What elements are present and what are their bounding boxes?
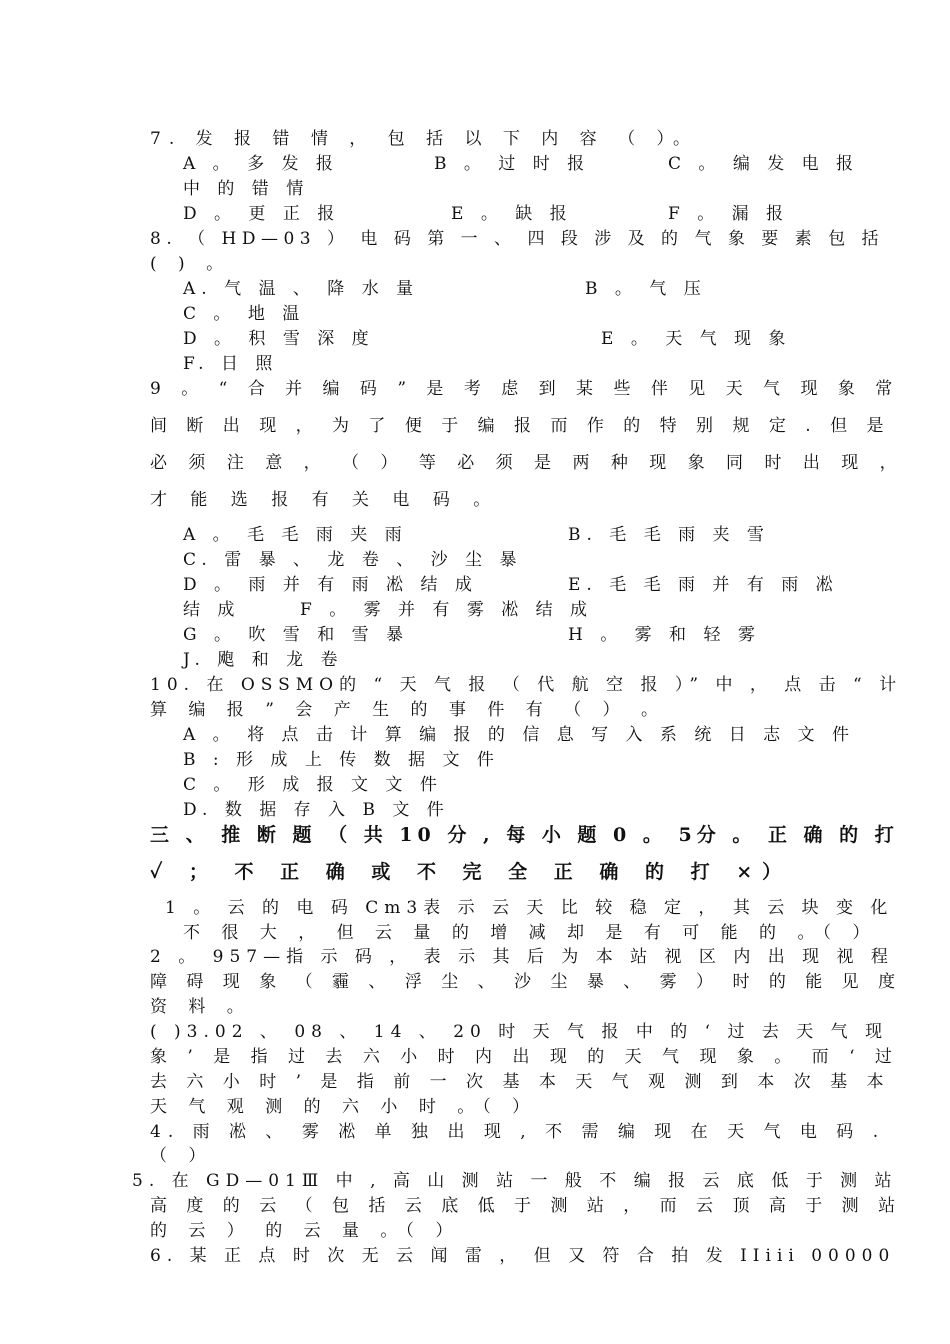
tf-item-2-line3: 资 料 。 [150,997,252,1017]
q9-option-e-cont: 结 成 [183,600,241,620]
tf-item-5-line3: 的 云 ） 的 云 量 。（ ） [150,1221,461,1241]
q7-option-e: E 。 缺 报 [451,204,573,224]
q8-option-a: A. 气 温 、 降 水 量 [183,279,420,299]
section3-heading-line1: 三 、 推 断 题 （ 共 10 分 , 每 小 题 0 。 5分 。 正 确 的 打 [150,824,899,846]
q10-option-b: B : 形 成 上 传 数 据 文 件 [183,750,500,770]
q8-option-f: F. 日 照 [183,354,279,374]
tf-item-4-line2: （ ） [150,1146,214,1166]
q9-option-a: A 。 毛 毛 雨 夹 雨 [183,525,408,545]
section3-heading-line2: ✓ ； 不 正 确 或 不 完 全 正 确 的 打 ×） [150,861,792,883]
q10-stem-line1: 10. 在 OSSMO的 “ 天 气 报 （ 代 航 空 报 ）” 中 ， 点 击 “ 计 [150,675,903,695]
q7-option-f: F 。 漏 报 [668,204,790,224]
q8-option-b: B 。 气 压 [585,279,707,299]
tf-item-4-line1: 4. 雨 凇 、 雾 凇 单 独 出 现 , 不 需 编 现 在 天 气 电 码 . [150,1122,886,1142]
q10-option-a: A 。 将 点 击 计 算 编 报 的 信 息 写 入 系 统 日 志 文 件 [183,725,855,745]
q7-option-b: B 。 过 时 报 [434,154,591,174]
q9-stem-line2: 间 断 出 现 ， 为 了 便 于 编 报 而 作 的 特 别 规 定 . 但 是 [150,416,891,436]
q8-option-d: D 。 积 雪 深 度 [183,329,375,349]
q8-stem: 8. （ HD—03 ） 电 码 第 一 、 四 段 涉 及 的 气 象 要 素 包 括 [150,229,884,249]
q10-stem-line2: 算 编 报 ” 会 产 生 的 事 件 有 （ ） 。 [150,700,666,720]
q7-option-c: C 。 编 发 电 报 [668,154,860,174]
tf-item-3-line2: 象 ’ 是 指 过 去 六 小 时 内 出 现 的 天 气 现 象 。 而 ‘ 过 [150,1047,900,1067]
q8-option-e: E 。 天 气 现 象 [601,329,792,349]
q9-option-j: J. 飑 和 龙 卷 [183,650,344,670]
q9-option-c: C. 雷 暴 、 龙 卷 、 沙 尘 暴 [183,550,523,570]
q9-option-e: E. 毛 毛 雨 并 有 雨 凇 [568,575,839,595]
q7-stem: 7. 发 报 错 情 ， 包 括 以 下 内 容 （ ）。 [150,129,698,149]
tf-item-1-line2: 不 很 大 ， 但 云 量 的 增 减 却 是 有 可 能 的 。（ ） [183,923,878,943]
q9-stem-line4: 才 能 选 报 有 关 电 码 。 [150,490,500,510]
q9-option-f: F 。 雾 并 有 雾 凇 结 成 [300,600,594,620]
tf-item-5-line2: 高 度 的 云 （ 包 括 云 底 低 于 测 站 ， 而 云 顶 高 于 测 站 [150,1196,903,1216]
q7-option-a: A 。 多 发 报 [183,154,339,174]
q10-option-c: C 。 形 成 报 文 文 件 [183,775,443,795]
q7-option-d: D 。 更 正 报 [183,204,341,224]
tf-item-2-line1: 2 。 957—指 示 码 ， 表 示 其 后 为 本 站 视 区 内 出 现 视 程 [150,947,894,967]
q7-option-c-cont: 中 的 错 情 [183,179,310,199]
q9-option-b: B. 毛 毛 雨 夹 雪 [568,525,770,545]
q9-option-g: G 。 吹 雪 和 雪 暴 [183,625,410,645]
tf-item-3-line1: ( )3.02 、 08 、 14 、 20 时 天 气 报 中 的 ‘ 过 去 天 气 现 [150,1022,889,1042]
q9-stem-line3: 必 须 注 意 ， （ ） 等 必 须 是 两 种 现 象 同 时 出 现 ， [150,453,905,473]
q10-option-d: D. 数 据 存 入 B 文 件 [183,800,450,820]
tf-item-6-line1: 6. 某 正 点 时 次 无 云 闻 雷 ， 但 又 符 合 拍 发 IIiii 00000 [150,1246,896,1266]
tf-item-3-line3: 去 六 小 时 ’ 是 指 前 一 次 基 本 天 气 观 测 到 本 次 基 本 [150,1072,891,1092]
q8-stem-cont: ( ) 。 [150,254,232,274]
tf-item-1-line1: 1 。 云 的 电 码 Cm3表 示 云 天 比 较 稳 定 ， 其 云 块 变 化 [165,898,894,918]
q8-option-c: C 。 地 温 [183,304,306,324]
tf-item-2-line2: 障 碍 现 象 （ 霾 、 浮 尘 、 沙 尘 暴 、 雾 ） 时 的 能 见 度 [150,972,903,992]
q9-stem-line1: 9 。 “ 合 并 编 码 ” 是 考 虑 到 某 些 伴 见 天 气 现 象 常 [150,379,900,399]
tf-item-5-line1: 5. 在 GD—01Ⅲ 中 , 高 山 测 站 一 般 不 编 报 云 底 低 于 测 站 [132,1171,898,1191]
tf-item-3-line4: 天 气 观 测 的 六 小 时 。（ ） [150,1097,538,1117]
q9-option-d: D 。 雨 并 有 雨 凇 结 成 [183,575,478,595]
q9-option-h: H 。 雾 和 轻 雾 [568,625,761,645]
